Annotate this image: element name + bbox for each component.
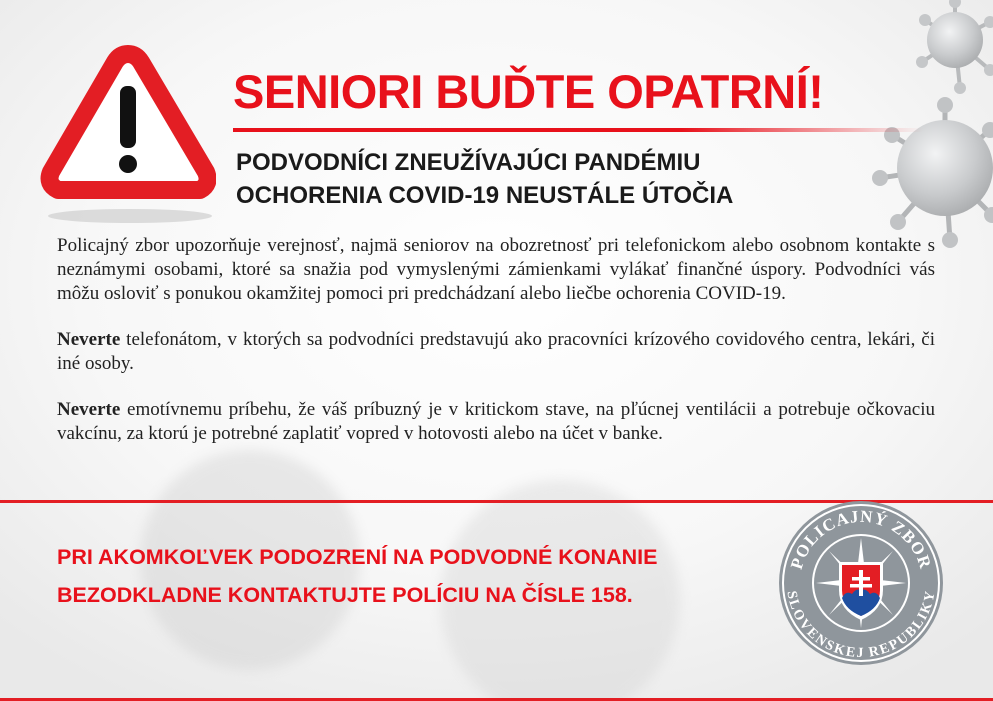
police-emblem-logo [776, 498, 946, 668]
paragraph-story-text: emotívnemu príbehu, že váš príbuzný je v kritickom stave, na pľúcnej ventilácii a potrebuje očkovaciu vakcínu, za ktorú je potrebné zaplatiť vopred v hotovosti alebo na účet v banke. [57, 399, 935, 444]
paragraph-intro: Policajný zbor upozorňuje verejnosť, najmä seniorov na obozretnosť pri telefonickom alebo osobnom kontakte s neznámymi osobami, ktoré sa snažia pod vymyslenými zámienkami vylákať finančné úspory. Podvodníci vás môžu osloviť s ponukou okamžitej pomoci pri predchádzaní alebo liečbe ochorenia COVID-19. [57, 235, 935, 304]
title-divider [233, 128, 923, 132]
cta-line-2: BEZODKLADNE KONTAKTUJTE POLÍCIU NA ČÍSLE 158. [57, 583, 633, 607]
subtitle-line-2: OCHORENIA COVID-19 NEUSTÁLE ÚTOČIA [236, 182, 734, 209]
call-to-action [57, 538, 657, 614]
paragraph-calls [57, 328, 935, 376]
emphasis-neverte: Neverte [57, 329, 121, 350]
paragraph-story [57, 398, 935, 446]
warning-text [57, 234, 935, 468]
emphasis-neverte: Neverte [57, 399, 121, 420]
cta-line-1: PRI AKOMKOĽVEK PODOZRENÍ NA PODVODNÉ KONANIE [57, 545, 658, 569]
page-title: SENIORI BUĎTE OPATRNÍ! [233, 65, 824, 118]
emblem-text-bottom: SLOVENSKEJ REPUBLIKY [783, 589, 939, 661]
paragraph-calls-text: telefonátom, v ktorých sa podvodníci predstavujú ako pracovníci krízového covidového centra, lekári, či iné osoby. [57, 329, 935, 374]
page-subtitle [236, 146, 733, 212]
subtitle-line-1: PODVODNÍCI ZNEUŽÍVAJÚCI PANDÉMIU [236, 149, 701, 176]
warning-triangle-icon [40, 44, 216, 224]
emblem-text-top: POLICAJNÝ ZBOR [786, 506, 936, 572]
